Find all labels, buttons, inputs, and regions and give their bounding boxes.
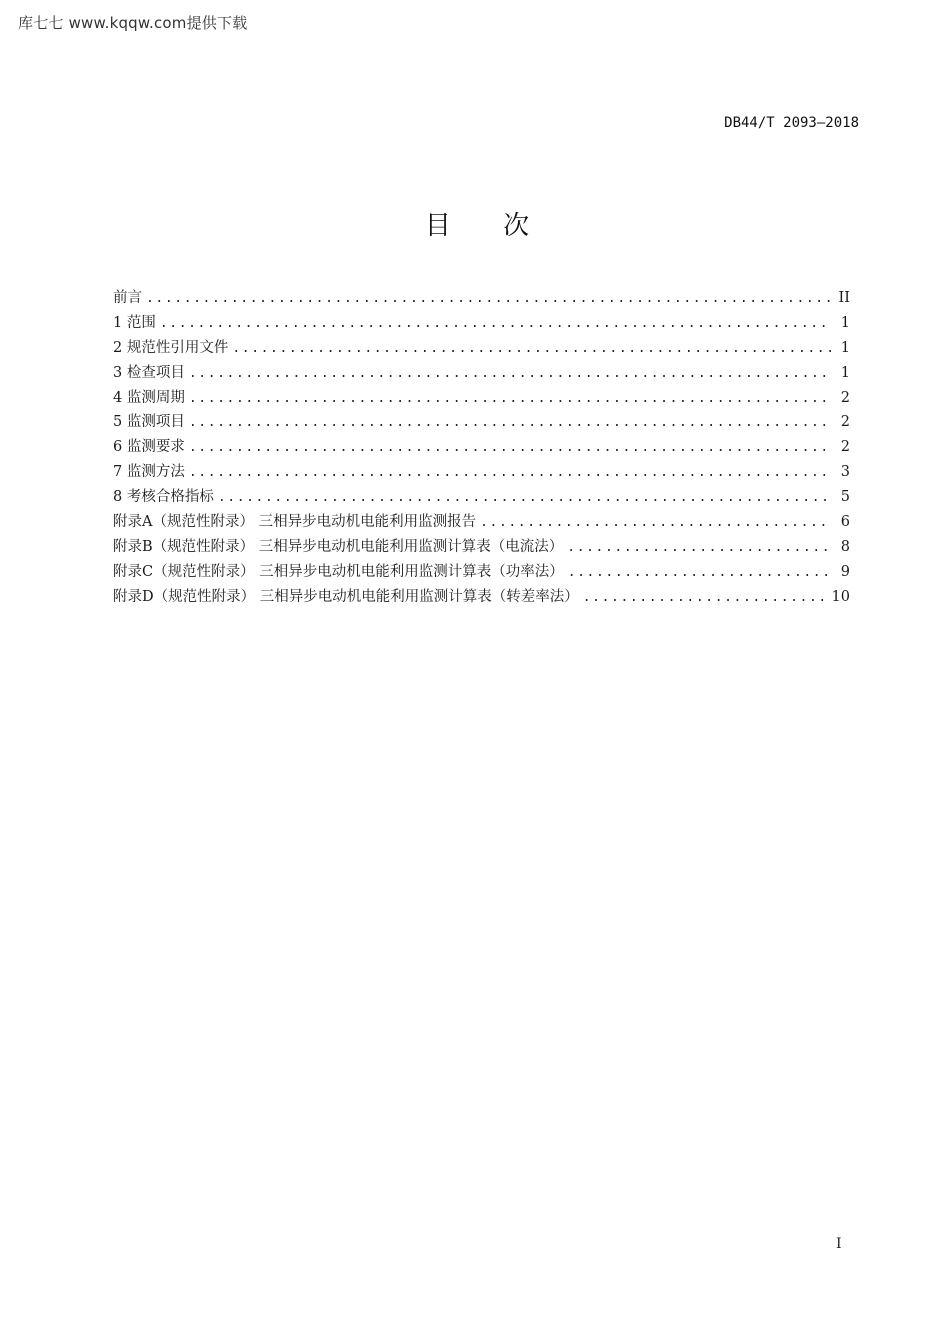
toc-entry-monitoring-methods[interactable]: [113, 460, 850, 485]
toc-entry-label: 7 监测方法: [113, 464, 185, 481]
toc-leader-dots: [189, 411, 832, 436]
toc-entry-label: 附录B（规范性附录） 三相异步电动机电能利用监测计算表（电流法）: [113, 538, 564, 555]
toc-leader-dots: [583, 586, 826, 611]
toc-entry-page: 3: [840, 464, 850, 481]
toc-entry-label: 附录C（规范性附录） 三相异步电动机电能利用监测计算表（功率法）: [113, 563, 564, 580]
toc-entry-page: II: [838, 290, 850, 306]
toc-entry-appendix-d[interactable]: [113, 585, 850, 610]
toc-leader-dots: [189, 436, 832, 461]
toc-entry-label: 6 监测要求: [113, 439, 185, 456]
toc-entry-label: 4 监测周期: [113, 389, 185, 406]
toc-leader-dots: [189, 387, 832, 412]
toc-entry-label: 8 考核合格指标: [113, 489, 214, 506]
toc-leader-dots: [160, 312, 832, 337]
toc-entry-monitoring-requirements[interactable]: [113, 435, 850, 460]
toc-leader-dots: [146, 287, 832, 312]
toc-leader-dots: [189, 461, 832, 486]
toc-entry-normative-references[interactable]: [113, 336, 850, 361]
toc-entry-monitoring-items[interactable]: [113, 410, 850, 435]
toc-entry-label: 3 检查项目: [113, 364, 185, 381]
toc-entry-page: 1: [840, 364, 850, 381]
toc-entry-page: 8: [840, 538, 850, 555]
toc-entry-inspection-items[interactable]: [113, 361, 850, 386]
toc-entry-monitoring-period[interactable]: [113, 386, 850, 411]
toc-leader-dots: [218, 486, 832, 511]
page-number: I: [836, 1236, 842, 1252]
toc-entry-page: 6: [840, 514, 850, 531]
toc-entry-appendix-b[interactable]: [113, 535, 850, 560]
toc-leader-dots: [480, 511, 832, 536]
toc-entry-page: 9: [840, 563, 850, 580]
toc-leader-dots: [189, 362, 832, 387]
toc-title: 目 次: [424, 211, 552, 241]
toc-entry-label: 5 监测项目: [113, 414, 185, 431]
toc-entry-label: 附录D（规范性附录） 三相异步电动机电能利用监测计算表（转差率法）: [113, 588, 579, 605]
toc-entry-label: 前言: [113, 290, 142, 306]
toc-entry-page: 10: [831, 588, 850, 605]
toc-entry-page: 2: [840, 389, 850, 406]
standard-code: DB44/T 2093—2018: [724, 115, 859, 131]
toc-entry-foreword[interactable]: [113, 286, 850, 311]
toc-entry-appendix-a[interactable]: [113, 510, 850, 535]
toc-leader-dots: [232, 337, 832, 362]
toc-entry-appendix-c[interactable]: [113, 560, 850, 585]
toc-entry-page: 2: [840, 439, 850, 456]
toc-entry-page: 1: [840, 314, 850, 331]
toc-entry-page: 5: [840, 489, 850, 506]
toc-entry-label: 1 范围: [113, 314, 156, 331]
toc-leader-dots: [568, 561, 832, 586]
toc-entry-page: 2: [840, 414, 850, 431]
toc-entry-scope[interactable]: [113, 311, 850, 336]
toc-entry-page: 1: [840, 339, 850, 356]
toc-leader-dots: [567, 536, 832, 561]
toc-entry-label: 2 规范性引用文件: [113, 339, 229, 356]
toc-entry-qualification-indicators[interactable]: [113, 485, 850, 510]
toc-entry-label: 附录A（规范性附录） 三相异步电动机电能利用监测报告: [113, 514, 477, 531]
table-of-contents: [113, 286, 850, 610]
watermark-text: 库七七 www.kqqw.com提供下载: [18, 14, 248, 32]
